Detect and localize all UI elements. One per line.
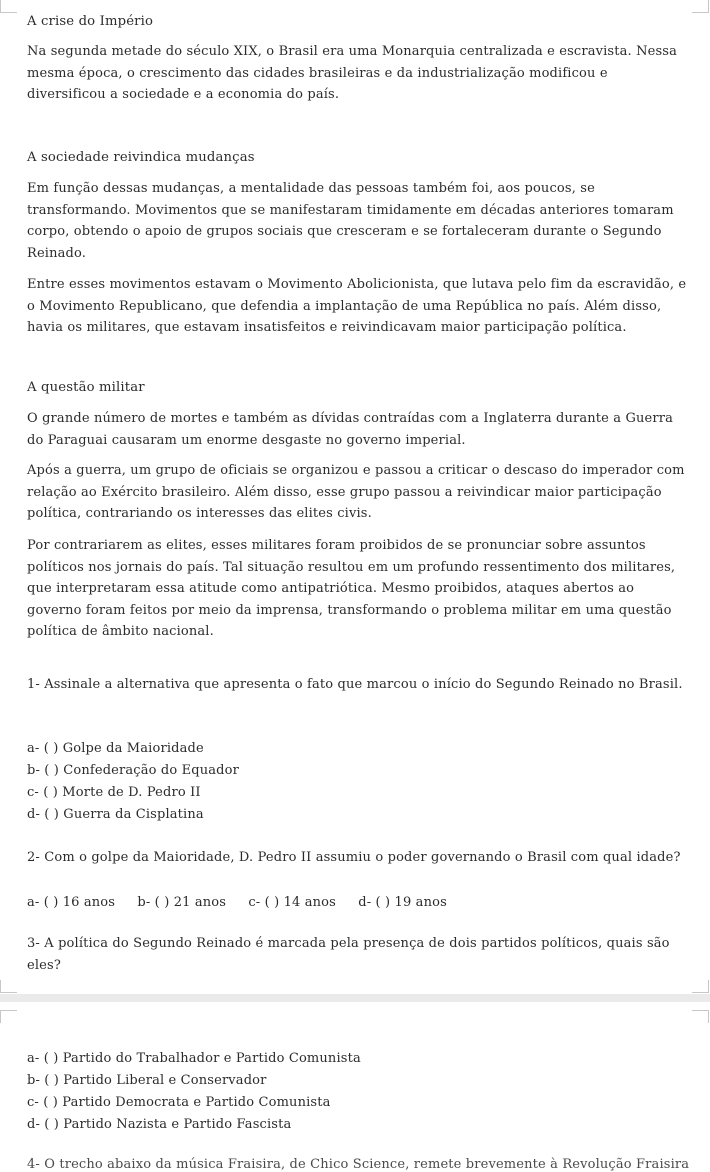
question-3-option-b[interactable]: b- ( ) Partido Liberal e Conservador [27, 1073, 267, 1088]
question-2-option-d[interactable]: d- ( ) 19 anos [358, 895, 447, 910]
paragraph: O grande número de mortes e também as dívidas contraídas com a Inglaterra durante a Guerra do Paraguai causaram um enorme desgaste no governo imperial. [27, 411, 673, 448]
section-title-questao-militar: A questão militar [27, 380, 145, 395]
question-3-option-d[interactable]: d- ( ) Partido Nazista e Partido Fascista [27, 1117, 292, 1132]
question-1-option-d[interactable]: d- ( ) Guerra da Cisplatina [27, 807, 204, 822]
page-corner-mark [0, 1010, 17, 1023]
paragraph: Após a guerra, um grupo de oficiais se organizou e passou a criticar o descaso do imperador com relação ao Exército brasileiro. Além disso, esse grupo passou a reivindicar maior participação política, contrariando os interesses das elites civis. [27, 463, 685, 521]
question-2-option-b[interactable]: b- ( ) 21 anos [137, 895, 227, 910]
section-title-crise-imperio: A crise do Império [27, 14, 154, 29]
question-3-option-a[interactable]: a- ( ) Partido do Trabalhador e Partido Comunista [27, 1051, 361, 1066]
page-corner-mark [692, 0, 709, 13]
question-2-options [27, 892, 465, 913]
paragraph: Por contrariarem as elites, esses militares foram proibidos de se pronunciar sobre assuntos políticos nos jornais do país. Tal situação resultou em um profundo ressentimento dos militares, que interpretaram essa atitude como antipatriótica. Mesmo proibidos, ataques abertos ao governo foram feitos por meio da imprensa, transformando o problema militar em uma questão política de âmbito nacional. [27, 538, 676, 639]
paragraph: Em função dessas mudanças, a mentalidade das pessoas também foi, aos poucos, se transformando. Movimentos que se manifestaram timidamente em décadas anteriores tomaram corpo, obtendo o apoio de grupos sociais que cresceram e se fortaleceram durante o Segundo Reinado. [27, 181, 674, 261]
page-corner-mark [0, 980, 17, 993]
question-1-prompt: 1- Assinale a alternativa que apresenta o fato que marcou o início do Segundo Reinado no Brasil. [27, 677, 683, 692]
question-2-option-c[interactable]: c- ( ) 14 anos [248, 895, 336, 910]
page-break [0, 994, 710, 1002]
question-1-option-c[interactable]: c- ( ) Morte de D. Pedro II [27, 785, 201, 800]
page-corner-mark [0, 0, 17, 13]
question-3-prompt: 3- A política do Segundo Reinado é marcada pela presença de dois partidos políticos, quais são eles? [27, 936, 670, 973]
question-1-option-b[interactable]: b- ( ) Confederação do Equador [27, 763, 239, 778]
question-1-option-a[interactable]: a- ( ) Golpe da Maioridade [27, 741, 204, 756]
question-2-prompt: 2- Com o golpe da Maioridade, D. Pedro II assumiu o poder governando o Brasil com qual idade? [27, 850, 681, 865]
question-3-option-c[interactable]: c- ( ) Partido Democrata e Partido Comunista [27, 1095, 331, 1110]
paragraph: Na segunda metade do século XIX, o Brasil era uma Monarquia centralizada e escravista. Nessa mesma época, o crescimento das cidades brasileiras e da industrialização modificou e diversificou a sociedade e a economia do país. [27, 44, 678, 102]
section-title-sociedade: A sociedade reivindica mudanças [27, 150, 255, 165]
question-4-prompt: 4- O trecho abaixo da música Fraisira, de Chico Science, remete brevemente à Revolução Fraisira [27, 1157, 690, 1172]
question-2-option-a[interactable]: a- ( ) 16 anos [27, 895, 116, 910]
page-corner-mark [692, 980, 709, 993]
paragraph: Entre esses movimentos estavam o Movimento Abolicionista, que lutava pelo fim da escravidão, e o Movimento Republicano, que defendia a implantação de uma República no país. Além disso, havia os militares, que estavam insatisfeitos e reivindicavam maior participação política. [27, 277, 687, 335]
page-corner-mark [692, 1010, 709, 1023]
